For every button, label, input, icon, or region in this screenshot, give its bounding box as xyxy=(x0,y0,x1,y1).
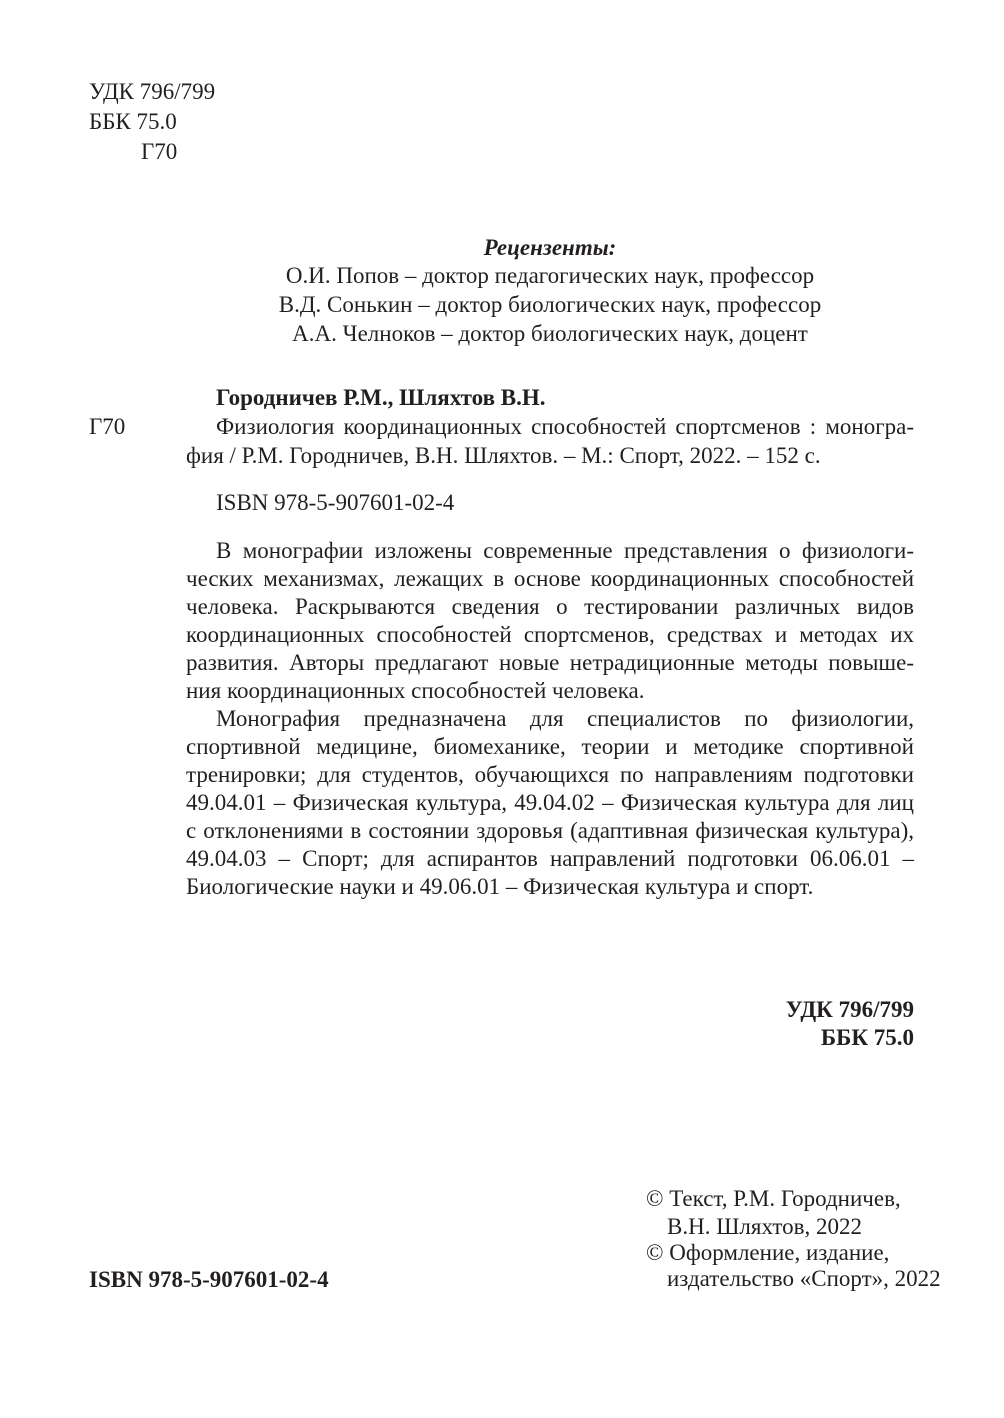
copyright-text-line: В.Н. Шляхтов, 2022 xyxy=(667,1214,862,1239)
reviewers-heading: Рецензенты: xyxy=(483,235,617,260)
footer-bbk: ББК 75.0 xyxy=(820,1025,914,1050)
abstract-line: человека. Раскрываются сведения о тестировании различных видов xyxy=(186,594,914,619)
abstract-line: развития. Авторы предлагают новые нетрадиционные методы повыше- xyxy=(186,650,914,675)
abstract-line: ния координационных способностей человека. xyxy=(186,678,645,703)
abstract-line: координационных способностей спортсменов, средствах и методах их xyxy=(186,622,914,647)
copyright-design-line: издательство «Спорт», 2022 xyxy=(667,1266,941,1291)
author-mark-side: Г70 xyxy=(89,414,126,439)
copyright-text-line: © Текст, Р.М. Городничев, xyxy=(646,1186,901,1211)
reviewer-item: О.И. Попов – доктор педагогических наук, профессор xyxy=(285,263,815,288)
isbn-bottom: ISBN 978-5-907601-02-4 xyxy=(89,1267,329,1292)
copyright-design-line: © Оформление, издание, xyxy=(646,1240,890,1265)
bbk-code: ББК 75.0 xyxy=(89,109,177,134)
author-mark: Г70 xyxy=(141,139,178,164)
abstract-line: тренировки; для студентов, обучающихся по направлениям подготовки xyxy=(186,762,914,787)
abstract-line: с отклонениями в состоянии здоровья (адаптивная физическая культура), xyxy=(186,818,914,843)
authors-heading: Городничев Р.М., Шляхтов В.Н. xyxy=(216,385,546,410)
reviewer-item: В.Д. Сонькин – доктор биологических наук, профессор xyxy=(278,292,822,317)
isbn-line: ISBN 978-5-907601-02-4 xyxy=(216,490,455,515)
abstract-line: 49.04.03 – Спорт; для аспирантов направлений подготовки 06.06.01 – xyxy=(186,846,914,871)
description-line: фия / Р.М. Городничев, В.Н. Шляхтов. – М.: Спорт, 2022. – 152 с. xyxy=(186,443,821,468)
abstract-line: 49.04.01 – Физическая культура, 49.04.02 – Физическая культура для лиц xyxy=(186,790,914,815)
abstract-line: спортивной медицине, биомеханике, теории и методике спортивной xyxy=(186,734,914,759)
udk-code: УДК 796/799 xyxy=(89,79,216,104)
abstract-line: Монография предназначена для специалистов по физиологии, xyxy=(216,706,914,731)
abstract-line: Биологические науки и 49.06.01 – Физическая культура и спорт. xyxy=(186,874,814,899)
description-line: Физиология координационных способностей спортсменов : моногра- xyxy=(216,414,914,439)
abstract-line: ческих механизмах, лежащих в основе координационных способностей xyxy=(186,566,914,591)
footer-udk: УДК 796/799 xyxy=(785,997,914,1022)
reviewer-item: А.А. Челноков – доктор биологических наук, доцент xyxy=(292,321,808,346)
abstract-line: В монографии изложены современные представления о физиологи- xyxy=(216,538,914,563)
